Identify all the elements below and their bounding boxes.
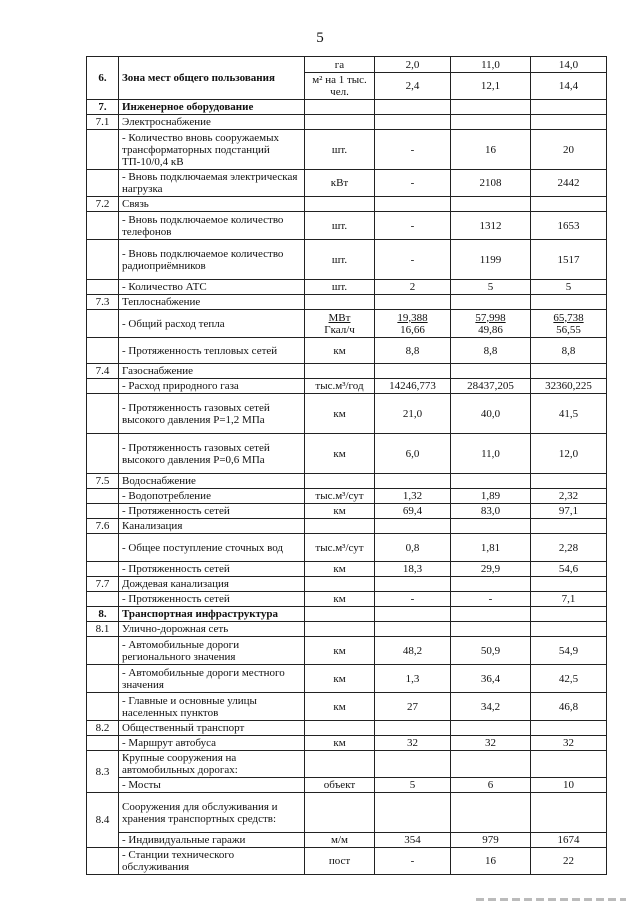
value-cell: 34,2 <box>451 693 531 721</box>
table-row <box>87 364 607 379</box>
value-cell <box>451 295 531 310</box>
value-cell: 1517 <box>531 240 607 280</box>
row-number <box>87 394 119 434</box>
row-name: - Вновь подключаемое количество радиоприёмников <box>119 240 305 280</box>
value-cell <box>531 577 607 592</box>
row-unit <box>305 751 375 778</box>
table-row <box>87 197 607 212</box>
value-cell <box>451 793 531 833</box>
row-name: - Автомобильные дороги регионального значения <box>119 637 305 665</box>
value-cell <box>531 622 607 637</box>
value-cell: 16 <box>451 130 531 170</box>
value-cell <box>375 622 451 637</box>
table-row <box>87 489 607 504</box>
row-number: 8. <box>87 607 119 622</box>
value-cell <box>375 197 451 212</box>
row-unit: км <box>305 736 375 751</box>
table-row <box>87 170 607 197</box>
row-name: Крупные сооружения на автомобильных дорогах: <box>119 751 305 778</box>
table-row <box>87 592 607 607</box>
page-number: 5 <box>316 30 324 46</box>
value-primary: 19,388 <box>397 311 428 324</box>
row-unit: км <box>305 693 375 721</box>
row-name: - Протяженность сетей <box>119 592 305 607</box>
table-row <box>87 534 607 562</box>
row-number <box>87 280 119 295</box>
value-cell: 97,1 <box>531 504 607 519</box>
value-cell <box>451 751 531 778</box>
value-cell: 8,8 <box>375 338 451 364</box>
row-number: 7. <box>87 100 119 115</box>
row-name: - Мосты <box>119 778 305 793</box>
row-name: - Станции технического обслуживания <box>119 848 305 875</box>
row-unit: км <box>305 562 375 577</box>
value-cell: 0,8 <box>375 534 451 562</box>
row-number: 7.6 <box>87 519 119 534</box>
value-cell: 32 <box>375 736 451 751</box>
row-unit <box>305 310 375 338</box>
row-number <box>87 212 119 240</box>
row-name: - Расход природного газа <box>119 379 305 394</box>
value-cell <box>451 310 531 338</box>
value-cell <box>451 577 531 592</box>
value-secondary: 56,55 <box>556 323 581 336</box>
value-cell: 27 <box>375 693 451 721</box>
row-number: 7.1 <box>87 115 119 130</box>
table-row <box>87 751 607 778</box>
value-cell: 5 <box>531 280 607 295</box>
table-row <box>87 295 607 310</box>
row-name: - Протяженность газовых сетей высокого давления Р=1,2 МПа <box>119 394 305 434</box>
value-cell: 5 <box>451 280 531 295</box>
table-row <box>87 848 607 875</box>
value-cell: 32 <box>531 736 607 751</box>
row-unit: тыс.м³/сут <box>305 489 375 504</box>
row-number <box>87 504 119 519</box>
row-name: - Маршрут автобуса <box>119 736 305 751</box>
row-number <box>87 170 119 197</box>
value-cell <box>451 100 531 115</box>
row-number: 7.7 <box>87 577 119 592</box>
row-unit <box>305 474 375 489</box>
row-unit: км <box>305 434 375 474</box>
row-unit: км <box>305 665 375 693</box>
value-cell <box>531 607 607 622</box>
row-unit: км <box>305 637 375 665</box>
value-cell: 32360,225 <box>531 379 607 394</box>
value-cell: - <box>375 592 451 607</box>
row-number: 7.2 <box>87 197 119 212</box>
value-cell: 8,8 <box>531 338 607 364</box>
value-cell: 2,0 <box>375 57 451 73</box>
row-unit: км <box>305 592 375 607</box>
row-unit: га <box>305 57 375 73</box>
row-name: - Протяженность сетей <box>119 504 305 519</box>
value-cell: 1,89 <box>451 489 531 504</box>
value-cell: 40,0 <box>451 394 531 434</box>
table-row <box>87 57 607 73</box>
value-primary: 65,738 <box>553 311 584 324</box>
value-cell <box>531 295 607 310</box>
row-unit: тыс.м³/сут <box>305 534 375 562</box>
row-name: - Протяженность газовых сетей высокого давления Р=0,6 МПа <box>119 434 305 474</box>
row-name: Канализация <box>119 519 305 534</box>
row-name: Общественный транспорт <box>119 721 305 736</box>
row-unit: м/м <box>305 833 375 848</box>
value-cell <box>531 100 607 115</box>
row-number <box>87 379 119 394</box>
value-cell <box>451 364 531 379</box>
value-cell: 6 <box>451 778 531 793</box>
row-number: 7.5 <box>87 474 119 489</box>
value-cell <box>531 793 607 833</box>
row-name: Дождевая канализация <box>119 577 305 592</box>
value-cell: 2108 <box>451 170 531 197</box>
value-cell: 28437,205 <box>451 379 531 394</box>
row-number <box>87 665 119 693</box>
value-cell: 20 <box>531 130 607 170</box>
table-row <box>87 212 607 240</box>
value-cell <box>375 364 451 379</box>
row-number: 7.4 <box>87 364 119 379</box>
table-row <box>87 833 607 848</box>
value-secondary: 49,86 <box>478 323 503 336</box>
table-row <box>87 434 607 474</box>
table-row <box>87 379 607 394</box>
row-number <box>87 736 119 751</box>
row-unit: м² на 1 тыс. чел. <box>305 73 375 100</box>
value-cell <box>451 115 531 130</box>
row-number: 8.2 <box>87 721 119 736</box>
row-number: 6. <box>87 57 119 100</box>
row-name: - Общий расход тепла <box>119 310 305 338</box>
value-cell: 83,0 <box>451 504 531 519</box>
value-cell: - <box>375 212 451 240</box>
row-number <box>87 637 119 665</box>
value-cell <box>531 197 607 212</box>
row-name: - Автомобильные дороги местного значения <box>119 665 305 693</box>
row-name: - Протяженность тепловых сетей <box>119 338 305 364</box>
row-name: Теплоснабжение <box>119 295 305 310</box>
value-cell: 29,9 <box>451 562 531 577</box>
value-cell: 12,1 <box>451 73 531 100</box>
row-number <box>87 489 119 504</box>
value-secondary: 16,66 <box>400 323 425 336</box>
row-number: 8.1 <box>87 622 119 637</box>
value-cell <box>451 519 531 534</box>
value-cell: 1674 <box>531 833 607 848</box>
value-cell: 2 <box>375 280 451 295</box>
table-row <box>87 793 607 833</box>
table-row <box>87 721 607 736</box>
row-unit <box>305 295 375 310</box>
value-cell <box>375 519 451 534</box>
value-cell: 54,6 <box>531 562 607 577</box>
value-cell <box>531 310 607 338</box>
table-row <box>87 637 607 665</box>
value-cell: - <box>375 170 451 197</box>
value-cell: 2442 <box>531 170 607 197</box>
value-cell <box>531 115 607 130</box>
row-number: 7.3 <box>87 295 119 310</box>
row-unit <box>305 721 375 736</box>
row-number <box>87 310 119 338</box>
table-row <box>87 665 607 693</box>
table-row <box>87 310 607 338</box>
row-number <box>87 693 119 721</box>
value-cell <box>375 793 451 833</box>
row-name: Водоснабжение <box>119 474 305 489</box>
table-row <box>87 693 607 721</box>
value-cell: 1199 <box>451 240 531 280</box>
row-unit: км <box>305 338 375 364</box>
row-unit: пост <box>305 848 375 875</box>
row-unit: объект <box>305 778 375 793</box>
row-unit: шт. <box>305 280 375 295</box>
value-cell: 2,32 <box>531 489 607 504</box>
row-name: - Водопотребление <box>119 489 305 504</box>
table-row <box>87 622 607 637</box>
unit-secondary: Гкал/ч <box>324 323 355 336</box>
value-cell: 1653 <box>531 212 607 240</box>
row-name: Зона мест общего пользования <box>119 57 305 100</box>
value-cell: 18,3 <box>375 562 451 577</box>
table-row <box>87 240 607 280</box>
value-cell: 979 <box>451 833 531 848</box>
row-number <box>87 562 119 577</box>
table-row <box>87 577 607 592</box>
row-number <box>87 338 119 364</box>
row-number <box>87 434 119 474</box>
table-row <box>87 504 607 519</box>
value-cell: 22 <box>531 848 607 875</box>
row-unit <box>305 519 375 534</box>
scan-footer-mark <box>476 898 626 901</box>
value-cell: 50,9 <box>451 637 531 665</box>
row-name: - Протяженность сетей <box>119 562 305 577</box>
value-primary: 57,998 <box>475 311 506 324</box>
value-cell: 41,5 <box>531 394 607 434</box>
value-cell <box>451 607 531 622</box>
value-cell: 12,0 <box>531 434 607 474</box>
row-unit <box>305 607 375 622</box>
value-cell: 1,32 <box>375 489 451 504</box>
value-cell <box>451 197 531 212</box>
table-row <box>87 100 607 115</box>
value-cell <box>531 474 607 489</box>
row-unit: кВт <box>305 170 375 197</box>
table-row <box>87 280 607 295</box>
row-name: - Общее поступление сточных вод <box>119 534 305 562</box>
unit-primary: МВт <box>328 311 351 324</box>
row-name: Сооружения для обслуживания и хранения транспортных средств: <box>119 793 305 833</box>
value-cell: 14,4 <box>531 73 607 100</box>
table-row <box>87 562 607 577</box>
value-cell <box>531 721 607 736</box>
value-cell: 21,0 <box>375 394 451 434</box>
row-number <box>87 534 119 562</box>
row-unit <box>305 197 375 212</box>
value-cell: 1312 <box>451 212 531 240</box>
row-unit <box>305 115 375 130</box>
value-cell: 354 <box>375 833 451 848</box>
value-cell: 11,0 <box>451 57 531 73</box>
row-number <box>87 240 119 280</box>
row-unit: шт. <box>305 212 375 240</box>
value-cell <box>375 295 451 310</box>
table-row <box>87 519 607 534</box>
table-row <box>87 130 607 170</box>
value-cell <box>375 115 451 130</box>
row-number: 8.3 <box>87 751 119 793</box>
value-cell: 48,2 <box>375 637 451 665</box>
value-cell <box>531 364 607 379</box>
value-cell: 5 <box>375 778 451 793</box>
table-row <box>87 115 607 130</box>
value-cell <box>451 721 531 736</box>
value-cell <box>375 607 451 622</box>
value-cell: 16 <box>451 848 531 875</box>
table-row <box>87 607 607 622</box>
value-cell: 2,4 <box>375 73 451 100</box>
value-cell: - <box>375 848 451 875</box>
value-cell: 54,9 <box>531 637 607 665</box>
row-name: - Количество АТС <box>119 280 305 295</box>
row-number <box>87 592 119 607</box>
value-cell: 69,4 <box>375 504 451 519</box>
row-name: Связь <box>119 197 305 212</box>
row-number <box>87 130 119 170</box>
value-cell <box>451 474 531 489</box>
row-name: - Количество вновь сооружаемых трансформаторных подстанций ТП-10/0,4 кВ <box>119 130 305 170</box>
row-unit <box>305 793 375 833</box>
value-cell: 8,8 <box>451 338 531 364</box>
indicators-table <box>86 56 607 875</box>
value-cell: 14,0 <box>531 57 607 73</box>
value-cell <box>531 751 607 778</box>
row-name: Улично-дорожная сеть <box>119 622 305 637</box>
value-cell: - <box>375 130 451 170</box>
value-cell: 32 <box>451 736 531 751</box>
value-cell: - <box>375 240 451 280</box>
table-row <box>87 474 607 489</box>
row-name: Электроснабжение <box>119 115 305 130</box>
row-number: 8.4 <box>87 793 119 848</box>
row-unit: км <box>305 504 375 519</box>
row-name: Газоснабжение <box>119 364 305 379</box>
value-cell: 1,3 <box>375 665 451 693</box>
value-cell <box>531 519 607 534</box>
row-name: - Вновь подключаемая электрическая нагрузка <box>119 170 305 197</box>
value-cell: 36,4 <box>451 665 531 693</box>
value-cell <box>375 310 451 338</box>
table-row <box>87 736 607 751</box>
row-unit <box>305 100 375 115</box>
value-cell: 1,81 <box>451 534 531 562</box>
value-cell: 10 <box>531 778 607 793</box>
value-cell: 6,0 <box>375 434 451 474</box>
value-cell <box>375 721 451 736</box>
row-unit: шт. <box>305 130 375 170</box>
value-cell: 11,0 <box>451 434 531 474</box>
row-name: - Вновь подключаемое количество телефонов <box>119 212 305 240</box>
value-cell: 7,1 <box>531 592 607 607</box>
value-cell: 2,28 <box>531 534 607 562</box>
value-cell <box>375 577 451 592</box>
row-unit <box>305 364 375 379</box>
row-unit: тыс.м³/год <box>305 379 375 394</box>
value-cell <box>375 751 451 778</box>
value-cell: - <box>451 592 531 607</box>
value-cell: 42,5 <box>531 665 607 693</box>
value-cell <box>375 474 451 489</box>
value-cell: 14246,773 <box>375 379 451 394</box>
value-cell <box>375 100 451 115</box>
row-name: Инженерное оборудование <box>119 100 305 115</box>
row-number <box>87 848 119 875</box>
value-cell <box>451 622 531 637</box>
row-name: - Индивидуальные гаражи <box>119 833 305 848</box>
row-unit <box>305 622 375 637</box>
value-cell: 46,8 <box>531 693 607 721</box>
row-unit: км <box>305 394 375 434</box>
table-row <box>87 778 607 793</box>
table-row <box>87 394 607 434</box>
row-name: - Главные и основные улицы населенных пунктов <box>119 693 305 721</box>
table-row <box>87 338 607 364</box>
row-name: Транспортная инфраструктура <box>119 607 305 622</box>
row-unit <box>305 577 375 592</box>
row-unit: шт. <box>305 240 375 280</box>
